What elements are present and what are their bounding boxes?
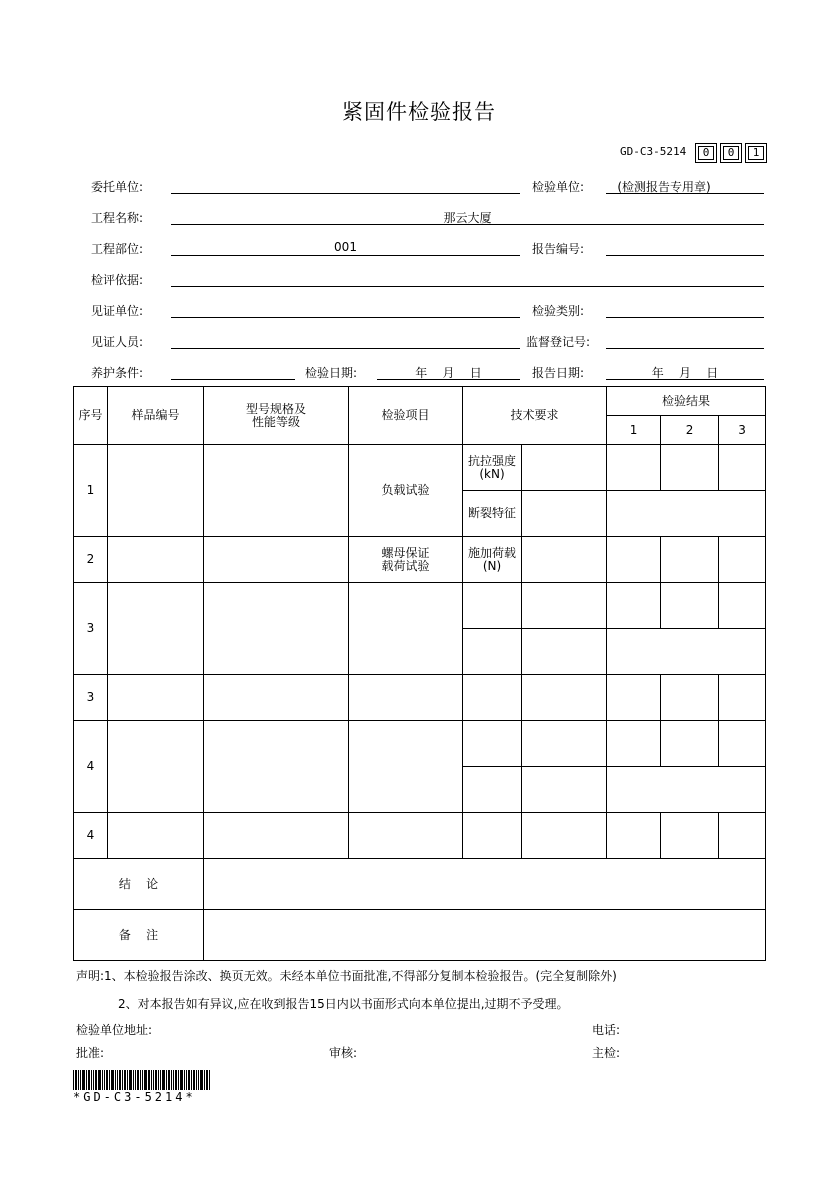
- result-cell[interactable]: [607, 491, 766, 537]
- barcode-bar: [148, 1070, 150, 1090]
- barcode-bar: [178, 1070, 179, 1090]
- spec-cell[interactable]: [204, 445, 349, 537]
- sample-cell[interactable]: [108, 583, 204, 675]
- barcode-bar: [171, 1070, 172, 1090]
- curing-field[interactable]: [171, 379, 295, 380]
- result-cell[interactable]: [661, 583, 719, 629]
- row-seq: 4: [74, 721, 108, 813]
- header-requirement: 技术要求: [463, 387, 607, 445]
- sample-cell[interactable]: [108, 721, 204, 813]
- remarks-field[interactable]: [204, 910, 766, 961]
- review-label: 审核:: [329, 1046, 358, 1060]
- barcode-bar: [153, 1070, 154, 1090]
- subitem-cell[interactable]: [463, 629, 522, 675]
- spec-cell[interactable]: [204, 675, 349, 721]
- result-cell[interactable]: [607, 721, 661, 767]
- sample-cell[interactable]: [108, 675, 204, 721]
- code-box-3: 1: [745, 143, 767, 163]
- result-cell[interactable]: [719, 813, 766, 859]
- sample-cell[interactable]: [108, 445, 204, 537]
- row-seq: 2: [74, 537, 108, 583]
- header-result-2: 2: [661, 416, 719, 445]
- item-cell: 负载试验: [349, 445, 463, 537]
- barcode-bar: [75, 1070, 77, 1090]
- barcode-bar: [180, 1070, 183, 1090]
- barcode-bar: [135, 1070, 136, 1090]
- subitem-cell: 断裂特征: [463, 491, 522, 537]
- result-cell[interactable]: [607, 583, 661, 629]
- project-part-field[interactable]: [171, 255, 520, 256]
- result-cell[interactable]: [607, 537, 661, 583]
- row-seq: 4: [74, 813, 108, 859]
- subitem-cell[interactable]: [463, 767, 522, 813]
- apply-line2: (N): [482, 558, 502, 573]
- subitem-cell[interactable]: [463, 721, 522, 767]
- barcode-bar: [78, 1070, 79, 1090]
- barcode-bar: [119, 1070, 121, 1090]
- barcode-bar: [91, 1070, 92, 1090]
- header-result-1: 1: [607, 416, 661, 445]
- code-box-2: 0: [720, 143, 742, 163]
- statement-line2: 2、对本报告如有异议,应在收到报告15日内以书面形式向本单位提出,过期不予受理。: [118, 997, 569, 1011]
- barcode-bar: [109, 1070, 110, 1090]
- requirement-cell[interactable]: [522, 629, 607, 675]
- barcode: [73, 1070, 229, 1090]
- row-seq: 3: [74, 583, 108, 675]
- test-unit-label: 检验单位:: [532, 180, 585, 194]
- header-item: 检验项目: [349, 387, 463, 445]
- client-field[interactable]: [171, 193, 520, 194]
- barcode-bar: [168, 1070, 170, 1090]
- requirement-cell[interactable]: [522, 537, 607, 583]
- barcode-bar: [140, 1070, 141, 1090]
- barcode-bar: [209, 1070, 210, 1090]
- barcode-bar: [142, 1070, 143, 1090]
- barcode-bar: [188, 1070, 190, 1090]
- barcode-bar: [127, 1070, 128, 1090]
- barcode-bar: [95, 1070, 97, 1090]
- curing-label: 养护条件:: [91, 366, 144, 380]
- address-label: 检验单位地址:: [76, 1023, 153, 1037]
- item-cell[interactable]: [349, 675, 463, 721]
- spec-cell[interactable]: [204, 537, 349, 583]
- barcode-bar: [191, 1070, 192, 1090]
- spec-cell[interactable]: [204, 813, 349, 859]
- barcode-bar: [80, 1070, 81, 1090]
- subitem-cell: [463, 445, 522, 491]
- barcode-bar: [115, 1070, 116, 1090]
- basis-field[interactable]: [171, 286, 764, 287]
- phone-label: 电话:: [592, 1023, 621, 1037]
- row-seq: 3: [74, 675, 108, 721]
- barcode-bar: [117, 1070, 118, 1090]
- barcode-bar: [86, 1070, 87, 1090]
- result-cell[interactable]: [719, 537, 766, 583]
- barcode-bar: [173, 1070, 174, 1090]
- barcode-bar: [184, 1070, 185, 1090]
- spec-cell[interactable]: [204, 721, 349, 813]
- report-date-label: 报告日期:: [532, 366, 585, 380]
- result-cell[interactable]: [661, 445, 719, 491]
- report-code: GD-C3-5214: [620, 145, 687, 158]
- statement-line1: 声明:1、本检验报告涂改、换页无效。未经本单位书面批准,不得部分复制本检验报告。(完全复制除外): [76, 969, 617, 983]
- result-cell[interactable]: [719, 721, 766, 767]
- barcode-bar: [73, 1070, 74, 1090]
- barcode-bar: [162, 1070, 165, 1090]
- test-date-value: 年 月 日: [415, 366, 482, 380]
- requirement-cell[interactable]: [522, 721, 607, 767]
- item-cell[interactable]: [349, 813, 463, 859]
- project-part-label: 工程部位:: [91, 242, 144, 256]
- requirement-cell[interactable]: [522, 813, 607, 859]
- result-cell[interactable]: [607, 767, 766, 813]
- requirement-cell[interactable]: [522, 445, 607, 491]
- apply-line1: 施加荷载: [467, 545, 516, 560]
- result-cell[interactable]: [719, 583, 766, 629]
- project-part-value: 001: [334, 240, 357, 254]
- report-date-value: 年 月 日: [651, 366, 719, 380]
- basis-label: 检评依据:: [91, 273, 144, 287]
- client-label: 委托单位:: [91, 180, 144, 194]
- tensile-line2: (kN): [479, 466, 505, 481]
- result-cell[interactable]: [661, 537, 719, 583]
- barcode-bar: [206, 1070, 208, 1090]
- item-cell: [349, 537, 463, 583]
- test-type-label: 检验类别:: [532, 304, 585, 318]
- requirement-cell[interactable]: [522, 767, 607, 813]
- barcode-bar: [93, 1070, 94, 1090]
- barcode-text: *GD-C3-5214*: [73, 1090, 196, 1104]
- barcode-bar: [196, 1070, 197, 1090]
- remarks-label: 备 注: [74, 910, 204, 961]
- barcode-bar: [88, 1070, 90, 1090]
- barcode-bar: [144, 1070, 147, 1090]
- barcode-bar: [137, 1070, 139, 1090]
- header-spec-line2: 性能等级: [251, 414, 300, 429]
- page-title: 紧固件检验报告: [342, 100, 496, 124]
- barcode-bar: [106, 1070, 108, 1090]
- conclusion-field[interactable]: [204, 859, 766, 910]
- barcode-bar: [204, 1070, 205, 1090]
- barcode-bar: [102, 1070, 103, 1090]
- barcode-bar: [151, 1070, 152, 1090]
- barcode-bar: [98, 1070, 101, 1090]
- result-cell[interactable]: [719, 675, 766, 721]
- header-seq: 序号: [74, 387, 108, 445]
- result-cell[interactable]: [661, 675, 719, 721]
- report-no-field[interactable]: [606, 255, 764, 256]
- subitem-cell[interactable]: [463, 813, 522, 859]
- supervision-no-field[interactable]: [606, 348, 764, 349]
- result-cell[interactable]: [607, 629, 766, 675]
- subitem-cell[interactable]: [463, 583, 522, 629]
- barcode-bar: [193, 1070, 195, 1090]
- project-name-label: 工程名称:: [91, 211, 144, 225]
- spec-cell[interactable]: [204, 583, 349, 675]
- test-type-field[interactable]: [606, 317, 764, 318]
- witness-person-label: 见证人员:: [91, 335, 144, 349]
- witness-person-field[interactable]: [171, 348, 520, 349]
- header-result: 检验结果: [607, 387, 766, 416]
- barcode-bar: [82, 1070, 85, 1090]
- subitem-cell[interactable]: [463, 675, 522, 721]
- sample-cell[interactable]: [108, 813, 204, 859]
- project-name-value: 那云大厦: [443, 211, 492, 225]
- result-cell[interactable]: [661, 813, 719, 859]
- report-no-label: 报告编号:: [532, 242, 585, 256]
- requirement-cell[interactable]: [522, 583, 607, 629]
- tensile-line1: 抗拉强度: [467, 453, 516, 468]
- nut-line2: 载荷试验: [381, 558, 430, 573]
- barcode-bar: [111, 1070, 114, 1090]
- barcode-bar: [158, 1070, 159, 1090]
- test-date-label: 检验日期:: [305, 366, 358, 380]
- subitem-cell: [463, 537, 522, 583]
- result-cell[interactable]: [607, 813, 661, 859]
- witness-unit-field[interactable]: [171, 317, 520, 318]
- barcode-bar: [155, 1070, 157, 1090]
- barcode-bar: [124, 1070, 126, 1090]
- sample-cell[interactable]: [108, 537, 204, 583]
- header-spec-line1: 型号规格及: [245, 401, 306, 416]
- barcode-bar: [198, 1070, 199, 1090]
- code-box-1: 0: [695, 143, 717, 163]
- barcode-bar: [175, 1070, 177, 1090]
- nut-line1: 螺母保证: [381, 545, 430, 560]
- row-seq: 1: [74, 445, 108, 537]
- approve-label: 批准:: [76, 1046, 105, 1060]
- barcode-bar: [160, 1070, 161, 1090]
- result-cell[interactable]: [719, 445, 766, 491]
- header-result-3: 3: [719, 416, 766, 445]
- barcode-bar: [122, 1070, 123, 1090]
- barcode-bar: [200, 1070, 203, 1090]
- header-sample-no: 样品编号: [108, 387, 204, 445]
- item-cell[interactable]: [349, 583, 463, 675]
- requirement-cell[interactable]: [522, 491, 607, 537]
- result-cell[interactable]: [607, 445, 661, 491]
- barcode-bar: [133, 1070, 134, 1090]
- barcode-bar: [104, 1070, 105, 1090]
- item-cell[interactable]: [349, 721, 463, 813]
- barcode-bar: [186, 1070, 187, 1090]
- result-cell[interactable]: [607, 675, 661, 721]
- result-cell[interactable]: [661, 721, 719, 767]
- witness-unit-label: 见证单位:: [91, 304, 144, 318]
- requirement-cell[interactable]: [522, 675, 607, 721]
- inspection-table: [73, 386, 766, 961]
- barcode-bar: [166, 1070, 167, 1090]
- test-unit-value: (检测报告专用章): [617, 180, 711, 194]
- barcode-bar: [129, 1070, 132, 1090]
- header-spec: [204, 387, 349, 445]
- chief-label: 主检:: [592, 1046, 621, 1060]
- conclusion-label: 结 论: [74, 859, 204, 910]
- supervision-no-label: 监督登记号:: [526, 335, 591, 349]
